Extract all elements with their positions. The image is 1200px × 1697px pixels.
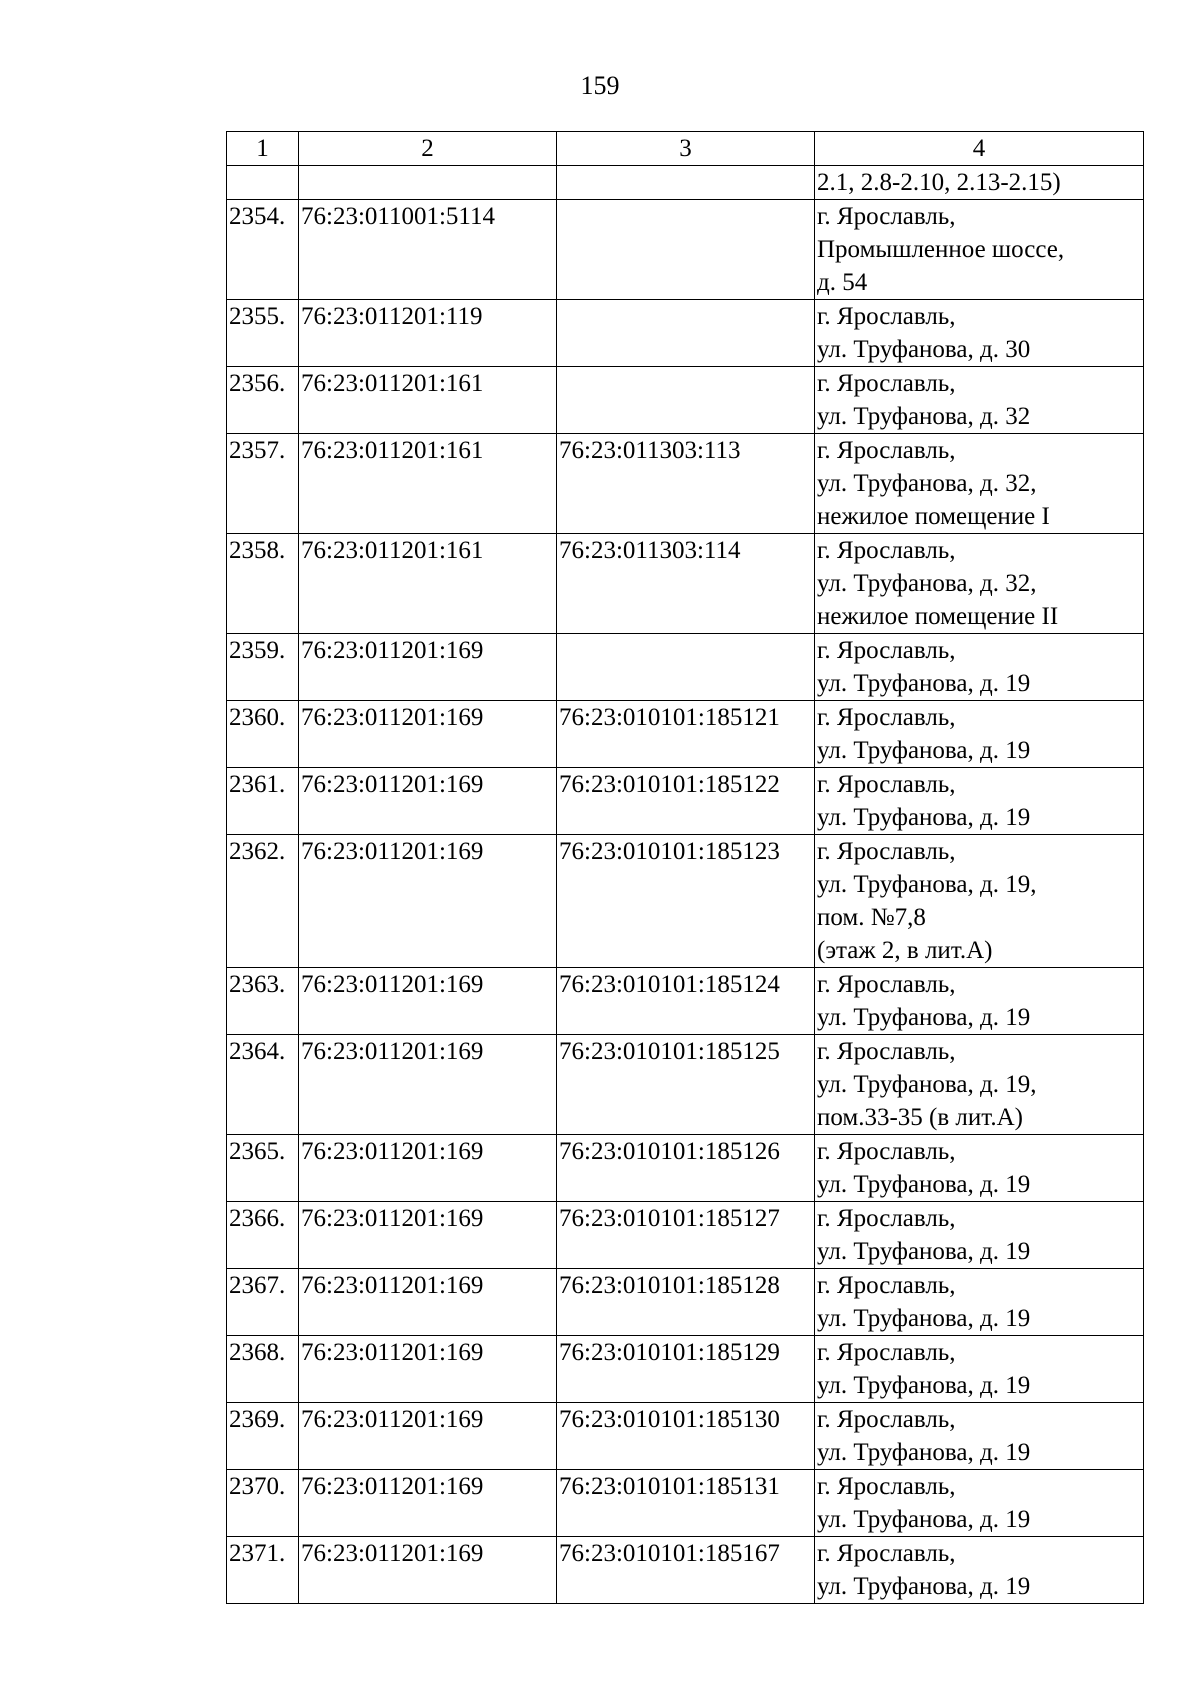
table-row <box>227 166 1144 200</box>
address-cell: г. Ярославль, ул. Труфанова, д. 19 <box>815 1470 1144 1537</box>
table-row <box>227 1336 1144 1403</box>
address-cell: г. Ярославль, ул. Труфанова, д. 19 <box>815 968 1144 1035</box>
table-row <box>227 200 1144 300</box>
table-row <box>227 367 1144 434</box>
cadastral-number-cell: 76:23:011201:169 <box>299 768 557 835</box>
address-cell: г. Ярославль, ул. Труфанова, д. 19 <box>815 1336 1144 1403</box>
cadastral-number-cell <box>299 166 557 200</box>
cadastral-number-cell: 76:23:011201:169 <box>299 968 557 1035</box>
column-header-number: 1 <box>227 132 299 166</box>
cadastral-number-cell: 76:23:011201:161 <box>299 434 557 534</box>
cadastral-number-cell: 76:23:011201:169 <box>299 1035 557 1135</box>
cadastral-number-cell: 76:23:011201:169 <box>299 1336 557 1403</box>
cadastral-number-cell: 76:23:011201:169 <box>299 835 557 968</box>
room-cadastral-number-cell: 76:23:010101:185127 <box>557 1202 815 1269</box>
cadastral-number-cell: 76:23:011201:169 <box>299 634 557 701</box>
room-cadastral-number-cell: 76:23:010101:185123 <box>557 835 815 968</box>
cadastral-number-cell: 76:23:011201:169 <box>299 1403 557 1470</box>
room-cadastral-number-cell: 76:23:010101:185167 <box>557 1537 815 1604</box>
row-number-cell: 2354. <box>227 200 299 300</box>
table-row <box>227 634 1144 701</box>
table-row <box>227 1202 1144 1269</box>
room-cadastral-number-cell: 76:23:010101:185129 <box>557 1336 815 1403</box>
row-number-cell: 2367. <box>227 1269 299 1336</box>
registry-table <box>226 131 1144 1604</box>
table-row <box>227 434 1144 534</box>
table-row <box>227 1403 1144 1470</box>
table-row <box>227 768 1144 835</box>
room-cadastral-number-cell: 76:23:010101:185122 <box>557 768 815 835</box>
cadastral-number-cell: 76:23:011201:119 <box>299 300 557 367</box>
table-row <box>227 835 1144 968</box>
table-row <box>227 300 1144 367</box>
cadastral-number-cell: 76:23:011201:161 <box>299 534 557 634</box>
address-cell: г. Ярославль, ул. Труфанова, д. 32, нежилое помещение I <box>815 434 1144 534</box>
address-cell: г. Ярославль, ул. Труфанова, д. 19 <box>815 1202 1144 1269</box>
cadastral-number-cell: 76:23:011201:161 <box>299 367 557 434</box>
table-row <box>227 534 1144 634</box>
room-cadastral-number-cell: 76:23:011303:113 <box>557 434 815 534</box>
table-row <box>227 1035 1144 1135</box>
table-row <box>227 1269 1144 1336</box>
row-number-cell: 2362. <box>227 835 299 968</box>
room-cadastral-number-cell <box>557 300 815 367</box>
cadastral-number-cell: 76:23:011201:169 <box>299 1269 557 1336</box>
table-row <box>227 1470 1144 1537</box>
cadastral-number-cell: 76:23:011001:5114 <box>299 200 557 300</box>
address-cell: г. Ярославль, ул. Труфанова, д. 19 <box>815 1269 1144 1336</box>
address-cell: г. Ярославль, ул. Труфанова, д. 19 <box>815 1135 1144 1202</box>
row-number-cell: 2356. <box>227 367 299 434</box>
row-number-cell: 2364. <box>227 1035 299 1135</box>
room-cadastral-number-cell: 76:23:010101:185126 <box>557 1135 815 1202</box>
address-cell: 2.1, 2.8-2.10, 2.13-2.15) <box>815 166 1144 200</box>
address-cell: г. Ярославль, ул. Труфанова, д. 30 <box>815 300 1144 367</box>
address-cell: г. Ярославль, ул. Труфанова, д. 19 <box>815 1403 1144 1470</box>
room-cadastral-number-cell: 76:23:010101:185124 <box>557 968 815 1035</box>
address-cell: г. Ярославль, ул. Труфанова, д. 19 <box>815 701 1144 768</box>
address-cell: г. Ярославль, ул. Труфанова, д. 19, пом. №7,8 (этаж 2, в лит.А) <box>815 835 1144 968</box>
room-cadastral-number-cell: 76:23:010101:185131 <box>557 1470 815 1537</box>
address-cell: г. Ярославль, ул. Труфанова, д. 19 <box>815 768 1144 835</box>
row-number-cell: 2368. <box>227 1336 299 1403</box>
row-number-cell: 2357. <box>227 434 299 534</box>
row-number-cell: 2355. <box>227 300 299 367</box>
room-cadastral-number-cell: 76:23:011303:114 <box>557 534 815 634</box>
row-number-cell: 2370. <box>227 1470 299 1537</box>
cadastral-number-cell: 76:23:011201:169 <box>299 1537 557 1604</box>
room-cadastral-number-cell <box>557 166 815 200</box>
table-row <box>227 701 1144 768</box>
row-number-cell: 2369. <box>227 1403 299 1470</box>
table-body <box>227 166 1144 1604</box>
cadastral-number-cell: 76:23:011201:169 <box>299 1470 557 1537</box>
room-cadastral-number-cell <box>557 634 815 701</box>
address-cell: г. Ярославль, Промышленное шоссе, д. 54 <box>815 200 1144 300</box>
room-cadastral-number-cell: 76:23:010101:185125 <box>557 1035 815 1135</box>
room-cadastral-number-cell: 76:23:010101:185121 <box>557 701 815 768</box>
row-number-cell: 2365. <box>227 1135 299 1202</box>
row-number-cell: 2360. <box>227 701 299 768</box>
address-cell: г. Ярославль, ул. Труфанова, д. 19 <box>815 634 1144 701</box>
address-cell: г. Ярославль, ул. Труфанова, д. 32, нежилое помещение II <box>815 534 1144 634</box>
table-row <box>227 1135 1144 1202</box>
room-cadastral-number-cell: 76:23:010101:185130 <box>557 1403 815 1470</box>
row-number-cell: 2361. <box>227 768 299 835</box>
room-cadastral-number-cell <box>557 367 815 434</box>
cadastral-number-cell: 76:23:011201:169 <box>299 1135 557 1202</box>
address-cell: г. Ярославль, ул. Труфанова, д. 19, пом.33-35 (в лит.А) <box>815 1035 1144 1135</box>
column-header-cadastral-1: 2 <box>299 132 557 166</box>
room-cadastral-number-cell: 76:23:010101:185128 <box>557 1269 815 1336</box>
room-cadastral-number-cell <box>557 200 815 300</box>
address-cell: г. Ярославль, ул. Труфанова, д. 32 <box>815 367 1144 434</box>
column-header-cadastral-2: 3 <box>557 132 815 166</box>
page-number: 159 <box>580 71 620 100</box>
cadastral-number-cell: 76:23:011201:169 <box>299 1202 557 1269</box>
row-number-cell: 2359. <box>227 634 299 701</box>
row-number-cell: 2366. <box>227 1202 299 1269</box>
cadastral-number-cell: 76:23:011201:169 <box>299 701 557 768</box>
row-number-cell: 2363. <box>227 968 299 1035</box>
table-row <box>227 1537 1144 1604</box>
row-number-cell: 2371. <box>227 1537 299 1604</box>
column-header-address: 4 <box>815 132 1144 166</box>
address-cell: г. Ярославль, ул. Труфанова, д. 19 <box>815 1537 1144 1604</box>
row-number-cell: 2358. <box>227 534 299 634</box>
table-row <box>227 968 1144 1035</box>
row-number-cell <box>227 166 299 200</box>
table-header-row <box>227 132 1144 166</box>
